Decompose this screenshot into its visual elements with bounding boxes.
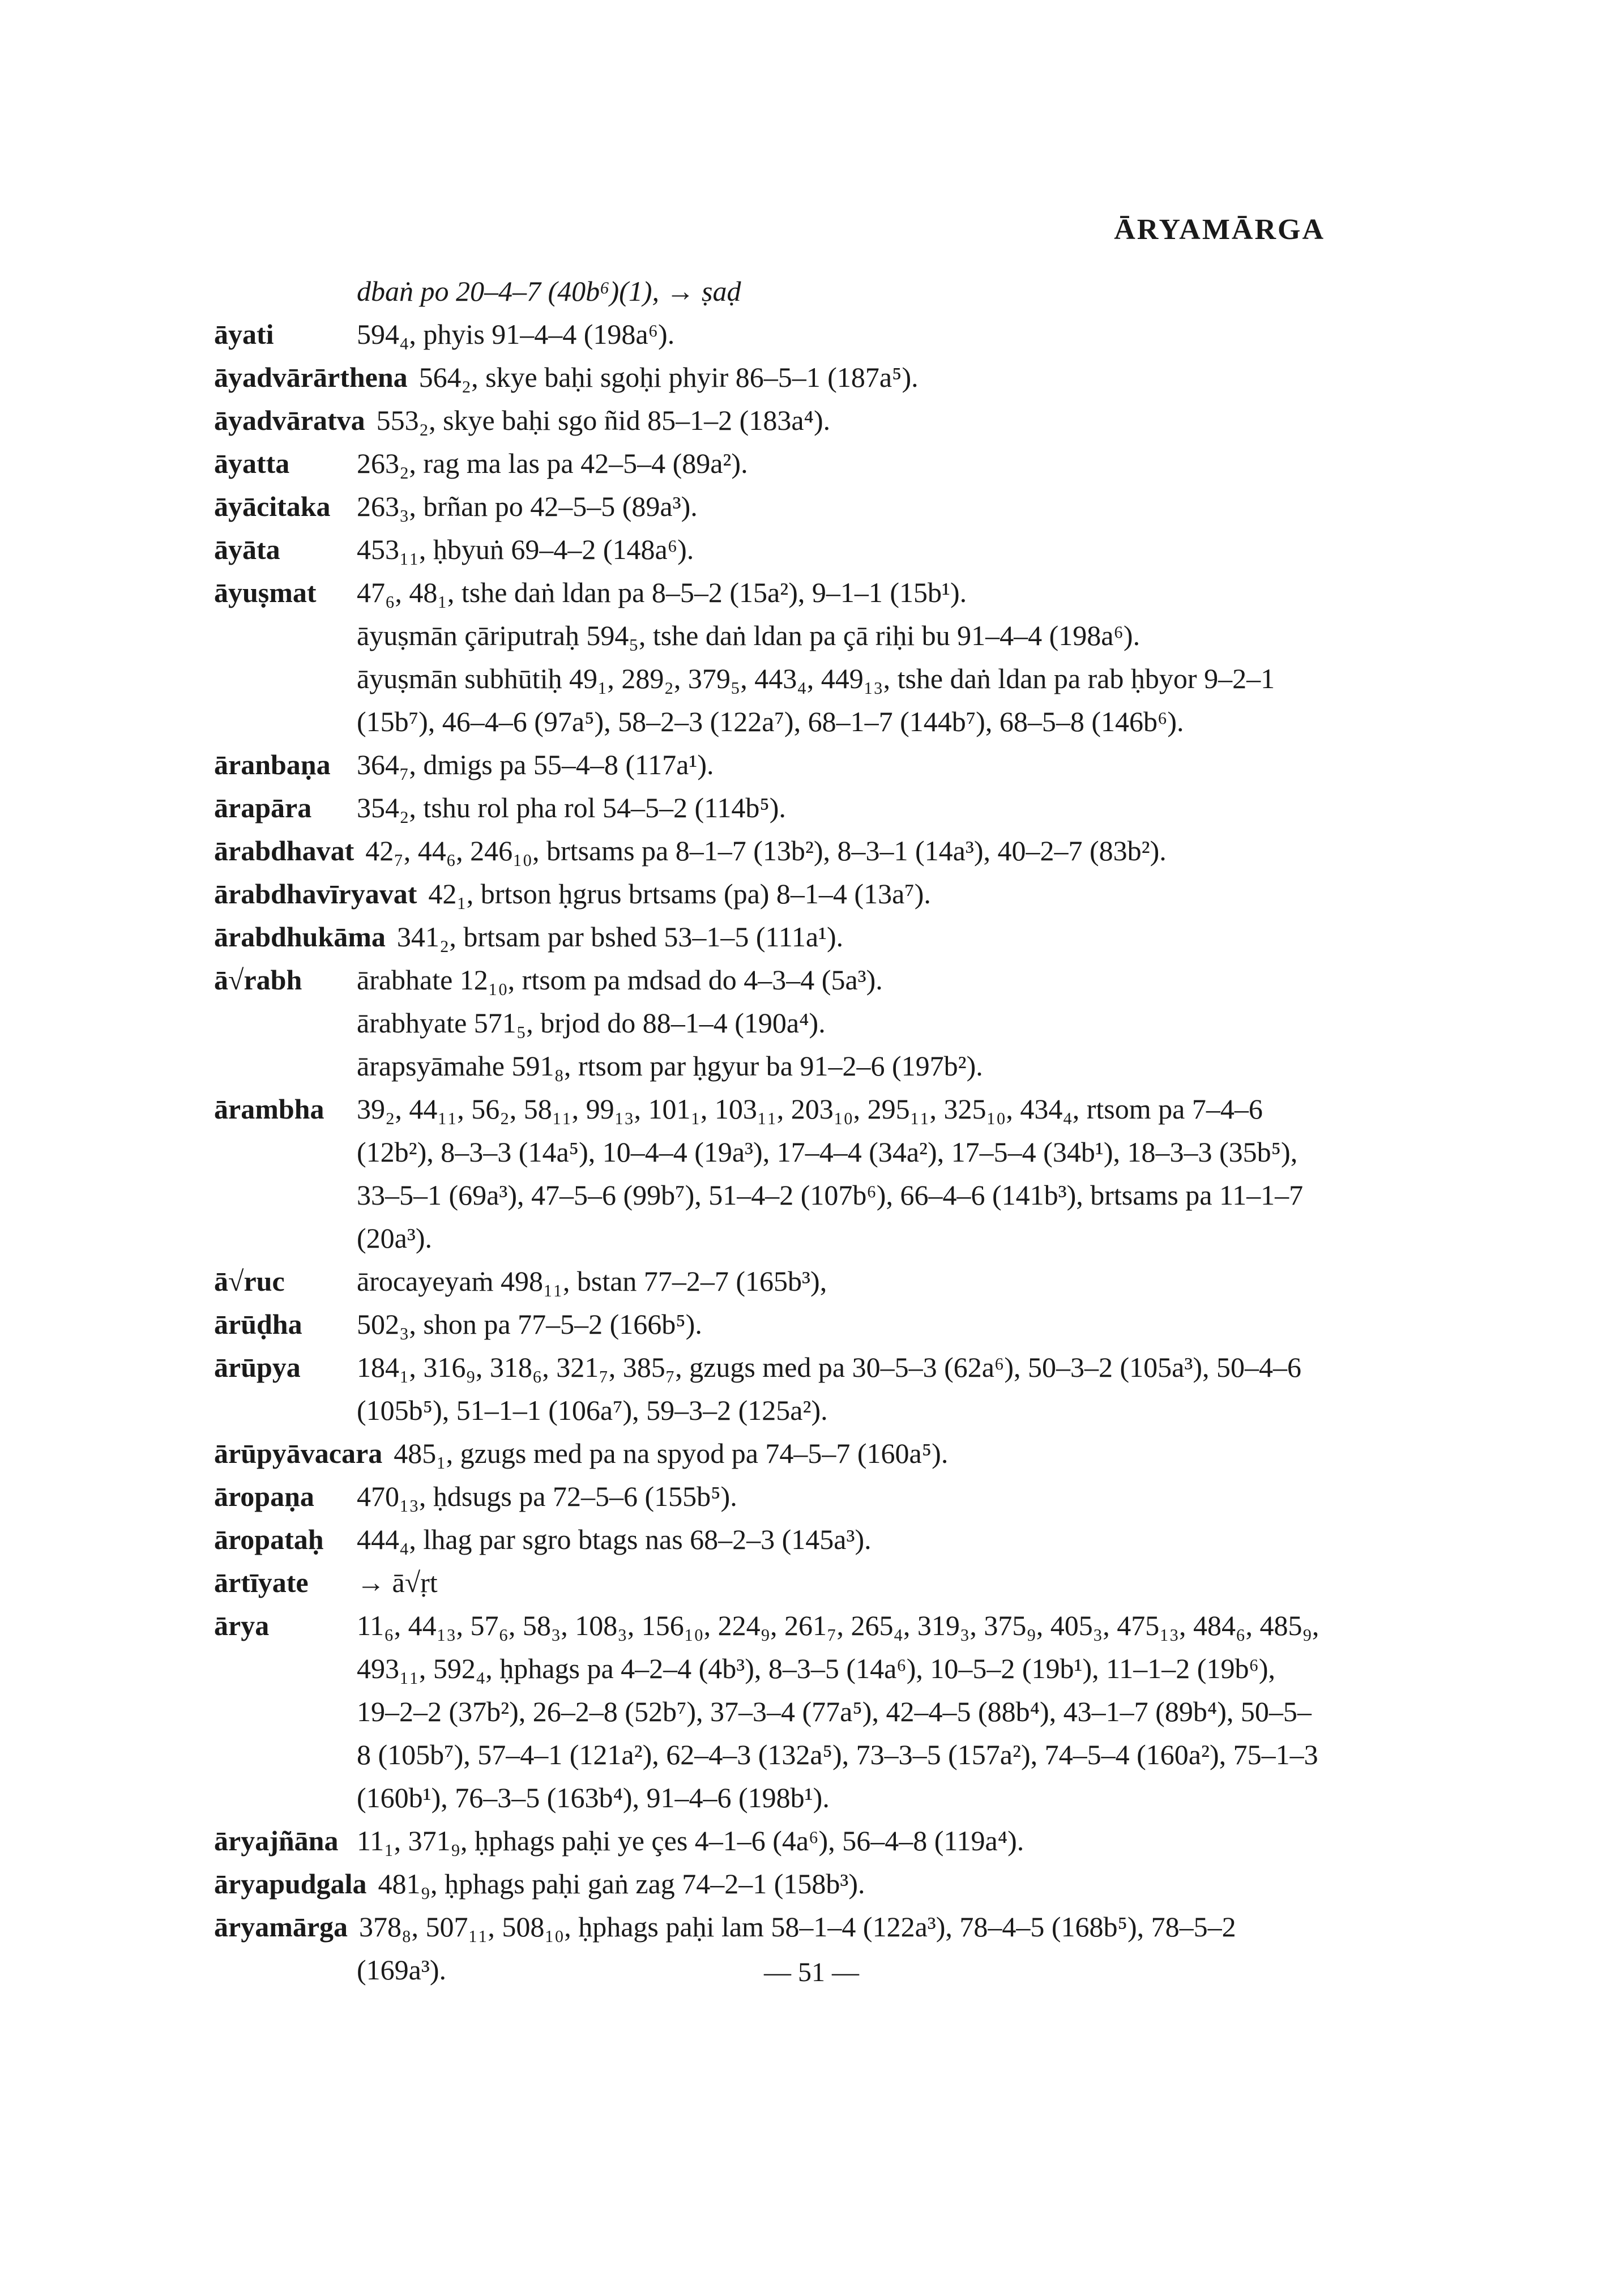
- entry-headword: ārūḍha: [214, 1308, 302, 1340]
- entry-text: 263₃, brñan po 42–5–5 (89a³).: [357, 490, 698, 522]
- entry: [214, 1819, 1324, 1862]
- entry-headword: ārya: [214, 1610, 270, 1641]
- entry-text: 11₁, 371₉, ḥphags paḥi ye çes 4–1–6 (4a⁶), 56–4–8 (119a⁴).: [357, 1825, 1024, 1857]
- entry: [214, 1346, 1324, 1432]
- entry-headword: āyāta: [214, 534, 280, 565]
- entry-headword: ārūpya: [214, 1351, 301, 1383]
- entry-headword: āryapudgala: [214, 1868, 367, 1900]
- entry: [214, 442, 1324, 485]
- entry-text: 470₁₃, ḥdsugs pa 72–5–6 (155b⁵).: [357, 1480, 737, 1512]
- entry-subline: [214, 614, 1324, 657]
- entry-text: 485₁, gzugs med pa na spyod pa 74–5–7 (160a⁵).: [394, 1437, 949, 1469]
- entry: [214, 1303, 1324, 1346]
- entry-headword: āyācitaka: [214, 490, 331, 522]
- entry: [214, 1432, 1324, 1475]
- entry: [214, 1475, 1324, 1518]
- entry-text: ārocayeyaṁ 498₁₁, bstan 77–2–7 (165b³),: [357, 1265, 827, 1297]
- entry-text: ārabhyate 571₅, brjod do 88–1–4 (190a⁴).: [357, 1007, 826, 1039]
- entry-text: 502₃, shon pa 77–5–2 (166b⁵).: [357, 1308, 702, 1340]
- entry: [214, 270, 1324, 313]
- entry-text: 564₂, skye baḥi sgoḥi phyir 86–5–1 (187a⁵).: [418, 361, 919, 393]
- entry-headword: ārabdhavīryavat: [214, 878, 417, 910]
- entry: [214, 1087, 1324, 1260]
- entry-headword: āryamārga: [214, 1911, 348, 1943]
- entry: [214, 1561, 1324, 1604]
- entry-headword: ārapāra: [214, 792, 312, 823]
- entry: [214, 743, 1324, 786]
- entry-subline: [214, 1044, 1324, 1087]
- entry-text: 354₂, tshu rol pha rol 54–5–2 (114b⁵).: [357, 792, 786, 823]
- entry-text: 378₈, 507₁₁, 508₁₀, ḥphags paḥi lam 58–1–4 (122a³), 78–4–5 (168b⁵), 78–5–2 (169a³).: [357, 1911, 1236, 1986]
- entry-text: dbaṅ po 20–4–7 (40b⁶)(1), → ṣaḍ: [357, 275, 741, 307]
- entry-text: 42₁, brtson ḥgrus brtsams (pa) 8–1–4 (13a⁷).: [428, 878, 931, 910]
- entry-text: 553₂, skye baḥi sgo ñid 85–1–2 (183a⁴).: [376, 404, 831, 436]
- entry-text: ārapsyāmahe 591₈, rtsom par ḥgyur ba 91–2–6 (197b²).: [357, 1050, 983, 1082]
- entry-headword: āropataḥ: [214, 1523, 324, 1555]
- entry: [214, 1862, 1324, 1905]
- entry: [214, 872, 1324, 915]
- entry-headword: āryajñāna: [214, 1825, 339, 1857]
- entry-subline: [214, 657, 1324, 743]
- entry-subline: [214, 1001, 1324, 1044]
- entry-headword: āropaṇa: [214, 1480, 314, 1512]
- entry: [214, 356, 1324, 399]
- entry-text: → ā√ṛt: [357, 1567, 438, 1598]
- entry-headword: ārabdhukāma: [214, 921, 386, 953]
- entry-text: ārabhate 12₁₀, rtsom pa mdsad do 4–3–4 (5a³).: [357, 964, 883, 996]
- entry: [214, 915, 1324, 958]
- entry: [214, 1518, 1324, 1561]
- entry-headword: āyuṣmat: [214, 577, 317, 608]
- running-head: ĀRYAMĀRGA: [1114, 214, 1325, 246]
- entry: [214, 528, 1324, 571]
- entry-text: 481₉, ḥphags paḥi gaṅ zag 74–2–1 (158b³).: [378, 1868, 865, 1900]
- entry: [214, 1604, 1324, 1819]
- entry-text: 594₄, phyis 91–4–4 (198a⁶).: [357, 318, 675, 350]
- entry: [214, 958, 1324, 1001]
- entry: [214, 485, 1324, 528]
- entry-text: āyuṣmān çāriputraḥ 594₅, tshe daṅ ldan pa çā riḥi bu 91–4–4 (198a⁶).: [357, 620, 1141, 651]
- entry-text: 11₆, 44₁₃, 57₆, 58₃, 108₃, 156₁₀, 224₉, 261₇, 265₄, 319₃, 375₉, 405₃, 475₁₃, 484₆, 485₉, 493₁₁, 592₄, ḥphags pa 4–2–4 (4b³), 8–3–5 (14a⁶), 10–5–2 (19b¹), 11–1–2 (19b⁶), 19–2–2 (37b²), 26–2–8 (52b⁷), 37–3–4 (77a⁵), 42–4–5 (88b⁴), 43–1–7 (89b⁴), 50–5–8 (105b⁷), 57–4–1 (121a²), 62–4–3 (132a⁵), 73–3–5 (157a²), 74–5–4 (160a²), 75–1–3 (160b¹), 76–3–5 (163b⁴), 91–4–6 (198b¹).: [357, 1610, 1319, 1813]
- entry-text: 341₂, brtsam par bshed 53–1–5 (111a¹).: [396, 921, 844, 953]
- entry: [214, 313, 1324, 356]
- entry-text: 453₁₁, ḥbyuṅ 69–4–2 (148a⁶).: [357, 534, 694, 565]
- entry-text: 444₄, lhag par sgro btags nas 68–2–3 (145a³).: [357, 1523, 872, 1555]
- entry-headword: āyadvāratva: [214, 404, 365, 436]
- entry-headword: āranbaṇa: [214, 749, 331, 780]
- entry-headword: ārambha: [214, 1093, 324, 1125]
- entry: [214, 1260, 1324, 1303]
- entry: [214, 829, 1324, 872]
- entry-text: 184₁, 316₉, 318₆, 321₇, 385₇, gzugs med pa 30–5–3 (62a⁶), 50–3–2 (105a³), 50–4–6 (105b⁵), 51–1–1 (106a⁷), 59–3–2 (125a²).: [357, 1351, 1301, 1426]
- entry-text: 364₇, dmigs pa 55–4–8 (117a¹).: [357, 749, 714, 780]
- entry-text: 42₇, 44₆, 246₁₀, brtsams pa 8–1–7 (13b²), 8–3–1 (14a³), 40–2–7 (83b²).: [365, 835, 1167, 867]
- entry-headword: ā√rabh: [214, 964, 302, 996]
- entry: [214, 399, 1324, 442]
- entry-text: 47₆, 48₁, tshe daṅ ldan pa 8–5–2 (15a²), 9–1–1 (15b¹).: [357, 577, 967, 608]
- entry-headword: ārtīyate: [214, 1567, 309, 1598]
- entry-text: 263₂, rag ma las pa 42–5–4 (89a²).: [357, 447, 748, 479]
- entry-headword: ārabdhavat: [214, 835, 355, 867]
- entry-text: āyuṣmān subhūtiḥ 49₁, 289₂, 379₅, 443₄, 449₁₃, tshe daṅ ldan pa rab ḥbyor 9–2–1 (15b⁷), 46–4–6 (97a⁵), 58–2–3 (122a⁷), 68–1–7 (144b⁷), 68–5–8 (146b⁶).: [357, 663, 1275, 737]
- entry-headword: ā√ruc: [214, 1265, 285, 1297]
- entry-text: 39₂, 44₁₁, 56₂, 58₁₁, 99₁₃, 101₁, 103₁₁, 203₁₀, 295₁₁, 325₁₀, 434₄, rtsom pa 7–4–6 (12b²), 8–3–3 (14a⁵), 10–4–4 (19a³), 17–4–4 (34a²), 17–5–4 (34b¹), 18–3–3 (35b⁵), 33–5–1 (69a³), 47–5–6 (99b⁷), 51–4–2 (107b⁶), 66–4–6 (141b³), brtsams pa 11–1–7 (20a³).: [357, 1093, 1304, 1254]
- entry-headword: āyadvārārthena: [214, 361, 408, 393]
- page-number: — 51 —: [764, 1957, 859, 1987]
- entry: [214, 786, 1324, 829]
- entry-headword: āyati: [214, 318, 274, 350]
- entry-headword: ārūpyāvacara: [214, 1437, 383, 1469]
- entry-list: [214, 270, 1324, 1991]
- entry-headword: āyatta: [214, 447, 290, 479]
- entry: [214, 571, 1324, 614]
